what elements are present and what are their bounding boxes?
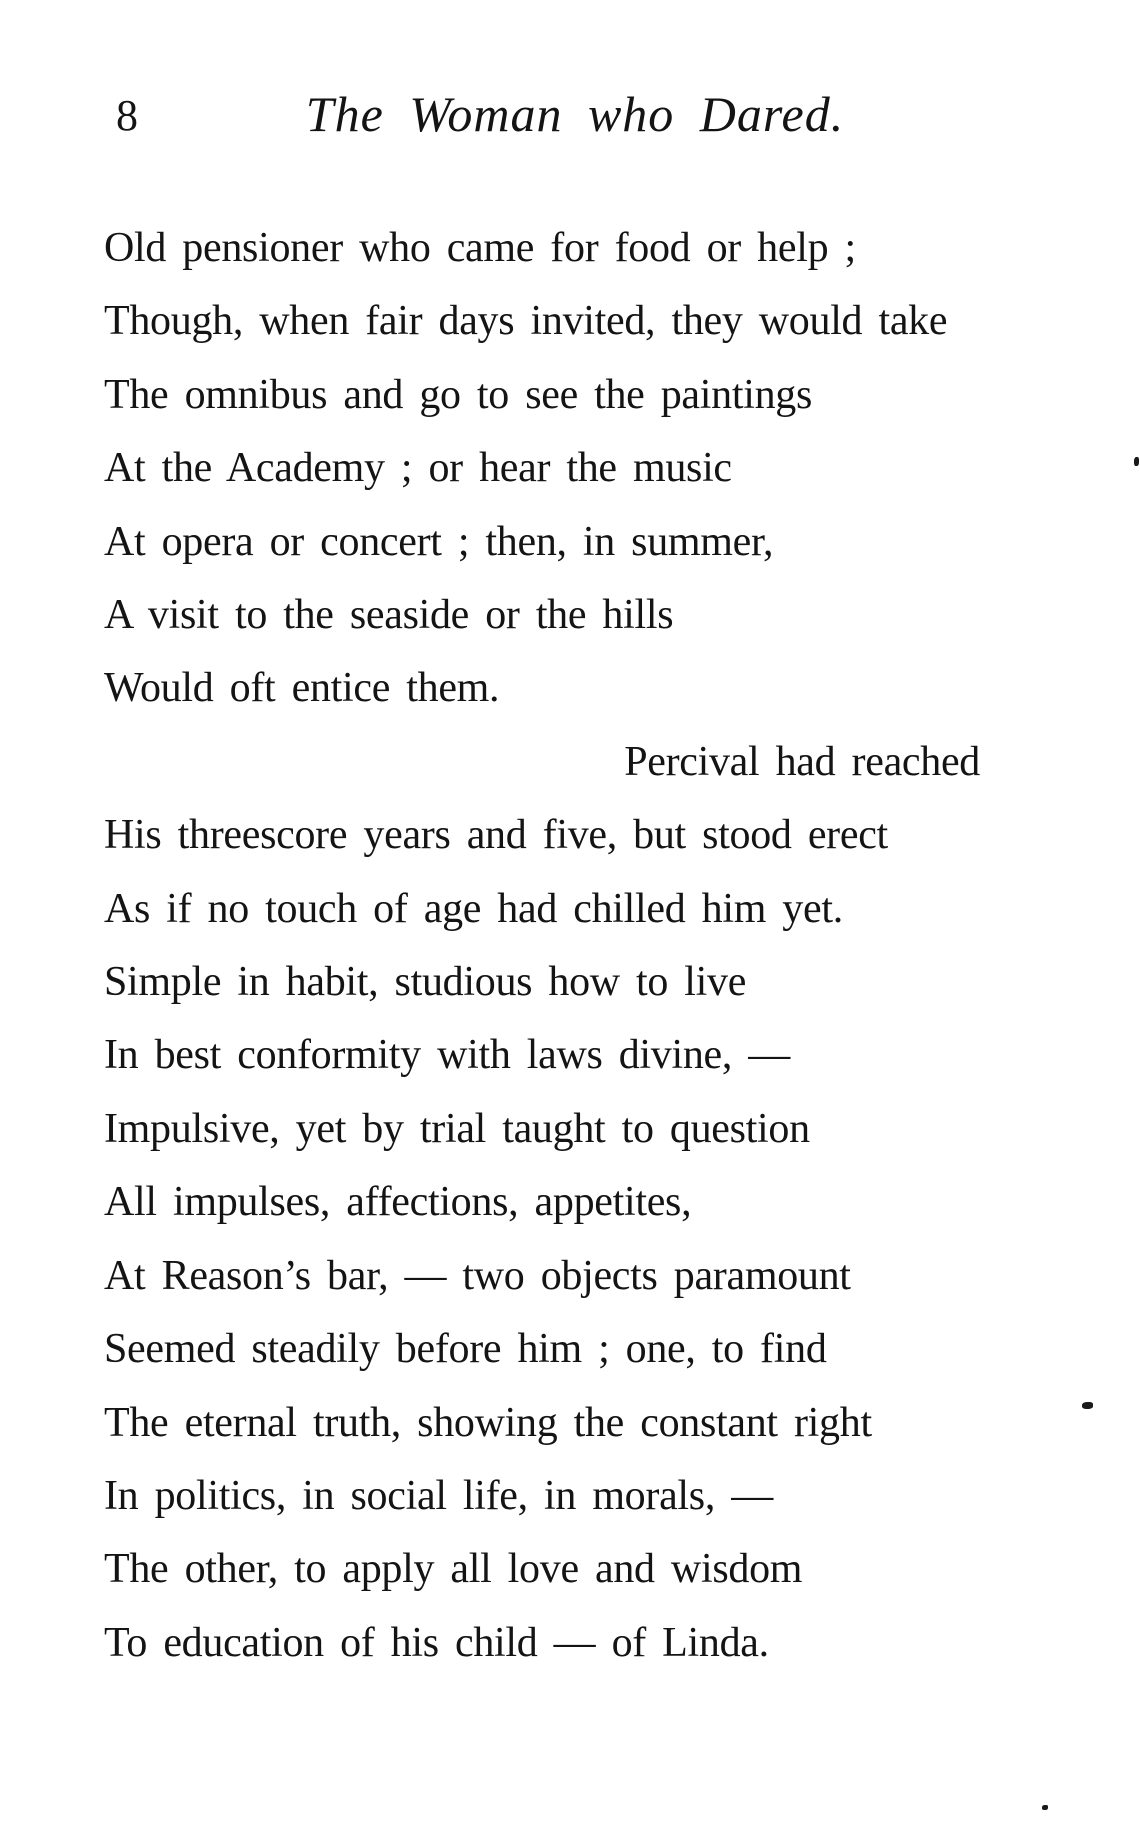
poem-line: All impulses, affections, appetites, xyxy=(104,1179,692,1226)
ink-speck-bottom xyxy=(1042,1805,1048,1810)
ink-speck-right-margin xyxy=(1134,457,1139,466)
poem-line: The omnibus and go to see the paintings xyxy=(104,371,813,418)
running-title: The Woman who Dared. xyxy=(305,86,845,142)
ink-speck-mid-right xyxy=(1082,1402,1093,1409)
poem-line: Seemed steadily before him ; one, to find xyxy=(104,1326,827,1373)
poem-line: The eternal truth, showing the constant right xyxy=(104,1399,872,1446)
poem-line: Would oft entice them. xyxy=(104,665,500,712)
poem-line: At the Academy ; or hear the music xyxy=(104,445,732,492)
poem-line: At opera or concert ; then, in summer, xyxy=(104,518,774,565)
poem-line: Percival had reached xyxy=(624,738,980,785)
poem-line: His threescore years and five, but stood erect xyxy=(104,812,888,859)
poem-line: As if no touch of age had chilled him yet. xyxy=(104,885,843,932)
poem-line: Impulsive, yet by trial taught to question xyxy=(104,1105,810,1152)
poem-line: Simple in habit, studious how to live xyxy=(104,959,747,1006)
poem-line: The other, to apply all love and wisdom xyxy=(104,1546,803,1593)
page-number: 8 xyxy=(116,91,139,140)
poem-body xyxy=(104,212,1018,1680)
poem-line: Though, when fair days invited, they would take xyxy=(104,298,948,345)
poem-line: To education of his child — of Linda. xyxy=(104,1619,769,1666)
poem-line: Old pensioner who came for food or help ; xyxy=(104,225,856,271)
poem-line: In politics, in social life, in morals, — xyxy=(104,1472,773,1519)
poem-line: At Reason’s bar, — two objects paramount xyxy=(104,1252,851,1299)
poem-line: In best conformity with laws divine, — xyxy=(104,1032,790,1079)
poem-line: A visit to the seaside or the hills xyxy=(104,592,674,639)
